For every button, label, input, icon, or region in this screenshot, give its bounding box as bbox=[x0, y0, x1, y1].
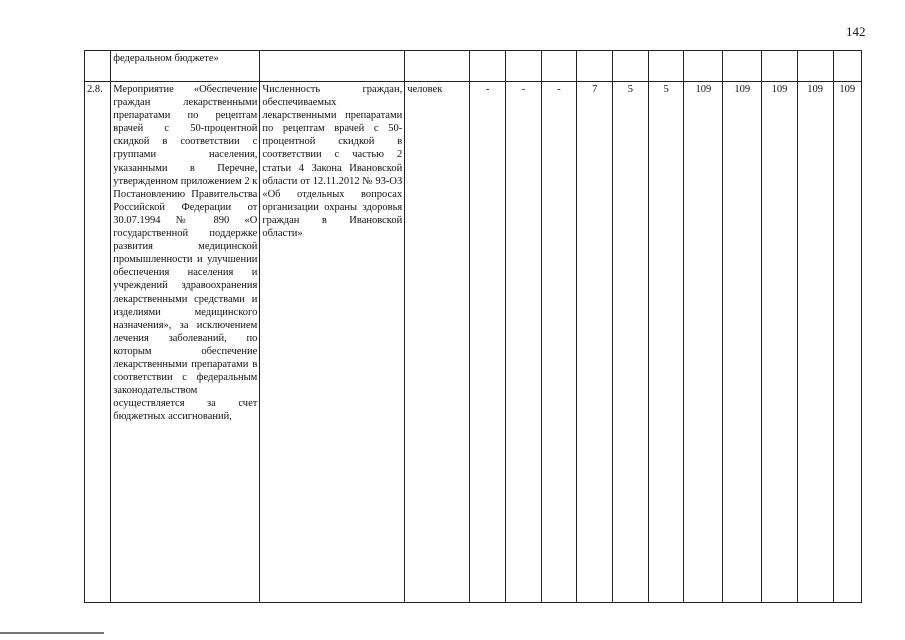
measure-cell: Мероприятие «Обеспечение граждан лекарственными препаратами по рецептам врачей с 50-процентной скидкой в соответствии с группами населения, указанными в Перечне, утвержденном приложением 2 к Постановлению Правительства Российской Федерации от 30.07.1994 № 890 «О государственной поддержке развития медицинской промышленности и улучшении обеспечения населения и учреждений здравоохранения лекарственными средствами и изделиями медицинского назначения», за исключением лечения заболеваний, по которым обеспечение лекарственными препаратами в соответствии с федеральным законодательством осуществляется за счет бюджетных ассигнований, bbox=[111, 82, 260, 603]
value-cell: 5 bbox=[613, 82, 649, 603]
page-number: 142 bbox=[846, 24, 866, 39]
value-cell bbox=[797, 51, 833, 82]
value-cell bbox=[577, 51, 613, 82]
row-number-cell: 2.8. bbox=[85, 82, 111, 603]
value-cell: - bbox=[541, 82, 577, 603]
value-cell: 109 bbox=[684, 82, 723, 603]
value-cell: - bbox=[506, 82, 542, 603]
value-cell bbox=[541, 51, 577, 82]
value-cell: 109 bbox=[723, 82, 762, 603]
table-row bbox=[85, 51, 862, 82]
footnote-divider bbox=[0, 632, 104, 634]
value-cell: - bbox=[470, 82, 506, 603]
value-cell: 109 bbox=[797, 82, 833, 603]
value-cell: 5 bbox=[648, 82, 684, 603]
value-cell bbox=[506, 51, 542, 82]
value-cell bbox=[470, 51, 506, 82]
indicator-cell: Численность граждан, обеспечиваемых лекарственными препаратами по рецептам врачей с 50-процентной скидкой в соответствии с частью 2 статьи 4 Закона Ивановской области от 12.11.2012 № 93-ОЗ «Об отдельных вопросах организации охраны здоровья граждан в Ивановской области» bbox=[260, 82, 405, 603]
measure-cell: федеральном бюджете» bbox=[111, 51, 260, 82]
value-cell: 7 bbox=[577, 82, 613, 603]
value-cell bbox=[648, 51, 684, 82]
program-table bbox=[84, 50, 862, 603]
unit-cell bbox=[405, 51, 470, 82]
unit-cell: человек bbox=[405, 82, 470, 603]
value-cell bbox=[762, 51, 798, 82]
value-cell: 109 bbox=[762, 82, 798, 603]
value-cell bbox=[723, 51, 762, 82]
value-cell bbox=[613, 51, 649, 82]
table-row bbox=[85, 82, 862, 603]
value-cell: 109 bbox=[833, 82, 862, 603]
row-number-cell bbox=[85, 51, 111, 82]
value-cell bbox=[833, 51, 862, 82]
indicator-cell bbox=[260, 51, 405, 82]
value-cell bbox=[684, 51, 723, 82]
